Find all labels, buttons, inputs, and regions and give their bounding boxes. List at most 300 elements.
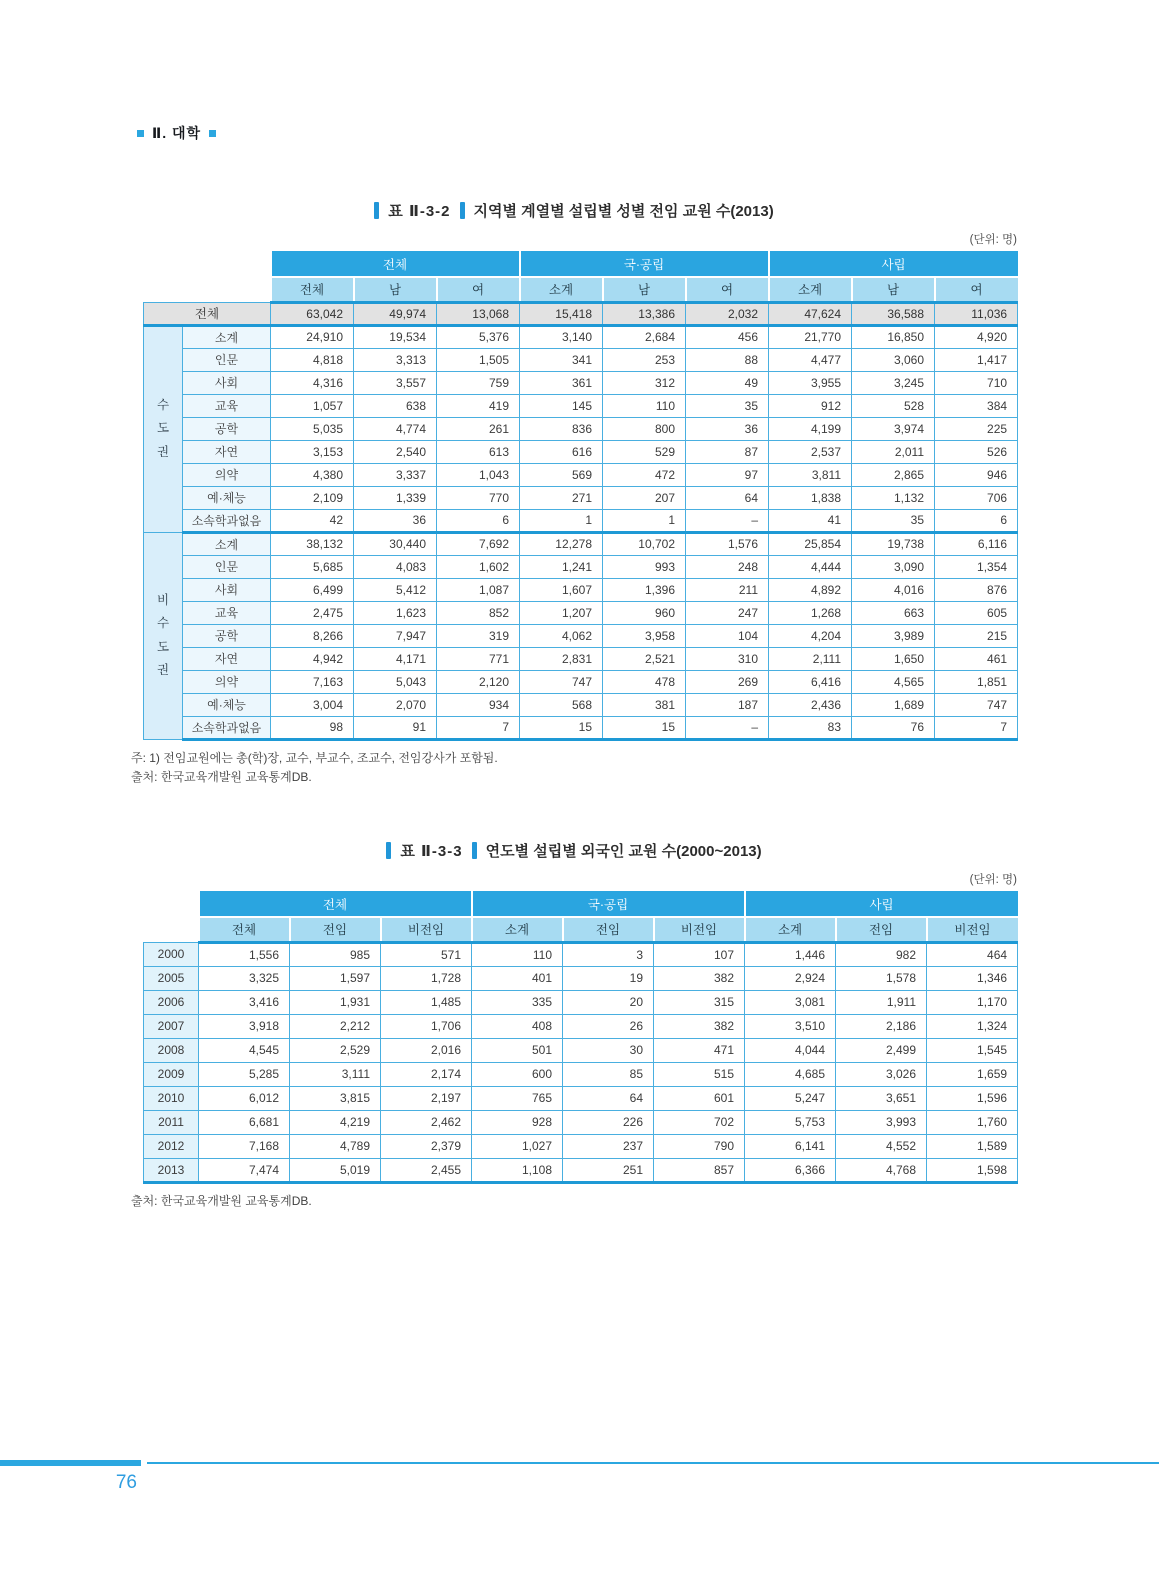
category-label: 자연: [183, 440, 271, 463]
data-value: 528: [852, 394, 935, 417]
table-row: [144, 966, 1018, 990]
table-row: [144, 647, 1018, 670]
data-value: 1,354: [935, 555, 1018, 578]
data-value: 225: [935, 417, 1018, 440]
data-value: 2,521: [603, 647, 686, 670]
region-group-char: 수: [156, 616, 170, 631]
data-value: 7,163: [271, 670, 354, 693]
data-value: 88: [686, 348, 769, 371]
data-value: 226: [563, 1110, 654, 1134]
column-subheader: 소계: [472, 917, 563, 942]
data-value: 702: [654, 1110, 745, 1134]
data-value: 2,016: [381, 1038, 472, 1062]
data-value: 2,455: [381, 1158, 472, 1182]
data-value: 35: [852, 509, 935, 532]
total-row-value: 15,418: [520, 302, 603, 325]
data-value: 3,993: [836, 1110, 927, 1134]
data-value: 251: [563, 1158, 654, 1182]
data-value: 759: [437, 371, 520, 394]
data-value: 3,153: [271, 440, 354, 463]
data-value: 36: [686, 417, 769, 440]
data-value: 8,266: [271, 624, 354, 647]
data-value: 3,989: [852, 624, 935, 647]
data-value: 4,565: [852, 670, 935, 693]
data-value: 4,444: [769, 555, 852, 578]
data-value: 706: [935, 486, 1018, 509]
data-value: 384: [935, 394, 1018, 417]
foreign-faculty-by-year-table: [143, 891, 1018, 1184]
data-value: 5,019: [290, 1158, 381, 1182]
data-value: 26: [563, 1014, 654, 1038]
region-group-label: [144, 532, 183, 739]
data-value: 4,685: [745, 1062, 836, 1086]
data-value: 382: [654, 1014, 745, 1038]
data-value: 1,911: [836, 990, 927, 1014]
column-subheader: 소계: [745, 917, 836, 942]
header-square-icon: [137, 130, 144, 137]
data-value: 6,416: [769, 670, 852, 693]
data-value: 2,831: [520, 647, 603, 670]
category-label: 자연: [183, 647, 271, 670]
data-value: 24,910: [271, 325, 354, 348]
data-value: 110: [472, 942, 563, 966]
data-value: 3,815: [290, 1086, 381, 1110]
data-value: 4,942: [271, 647, 354, 670]
category-label: 공학: [183, 417, 271, 440]
header-spacer: [144, 277, 271, 302]
column-group-header: 사립: [769, 251, 1018, 277]
data-value: 3,651: [836, 1086, 927, 1110]
data-value: 3,325: [199, 966, 290, 990]
data-value: 1,851: [935, 670, 1018, 693]
data-value: 1,108: [472, 1158, 563, 1182]
data-value: 269: [686, 670, 769, 693]
data-value: 2,865: [852, 463, 935, 486]
data-value: 1,760: [927, 1110, 1018, 1134]
data-value: 2,436: [769, 693, 852, 716]
data-value: 1,706: [381, 1014, 472, 1038]
category-label: 소계: [183, 325, 271, 348]
data-value: 600: [472, 1062, 563, 1086]
table-row: [144, 624, 1018, 647]
data-value: 6,681: [199, 1110, 290, 1134]
data-value: 5,685: [271, 555, 354, 578]
table-row: [144, 670, 1018, 693]
title-bar-icon: [472, 842, 477, 859]
data-value: 790: [654, 1134, 745, 1158]
data-value: 4,545: [199, 1038, 290, 1062]
total-row-label: 전체: [144, 302, 271, 325]
header-spacer: [144, 917, 199, 942]
data-value: 312: [603, 371, 686, 394]
data-value: 7,474: [199, 1158, 290, 1182]
column-subheader: 비전임: [381, 917, 472, 942]
table-row: [144, 325, 1018, 348]
data-value: 2,537: [769, 440, 852, 463]
data-value: 461: [935, 647, 1018, 670]
data-value: 2,070: [354, 693, 437, 716]
data-value: 526: [935, 440, 1018, 463]
data-value: 1,597: [290, 966, 381, 990]
data-value: 30,440: [354, 532, 437, 555]
data-value: 1: [520, 509, 603, 532]
category-label: 예·체능: [183, 486, 271, 509]
data-value: 836: [520, 417, 603, 440]
data-value: 2,499: [836, 1038, 927, 1062]
data-value: 1,339: [354, 486, 437, 509]
data-value: 319: [437, 624, 520, 647]
data-value: 2,120: [437, 670, 520, 693]
data-value: 1: [603, 509, 686, 532]
data-value: 747: [935, 693, 1018, 716]
data-value: 569: [520, 463, 603, 486]
column-subheader: 전임: [563, 917, 654, 942]
total-row-value: 13,386: [603, 302, 686, 325]
data-value: 3,026: [836, 1062, 927, 1086]
data-value: 960: [603, 601, 686, 624]
table1-unit-label: (단위: 명): [969, 234, 1017, 246]
data-value: 4,199: [769, 417, 852, 440]
data-value: 857: [654, 1158, 745, 1182]
data-value: 1,607: [520, 578, 603, 601]
data-value: 1,170: [927, 990, 1018, 1014]
data-value: 6,499: [271, 578, 354, 601]
data-value: 3,111: [290, 1062, 381, 1086]
table1-block: [131, 200, 1017, 787]
column-group-header: 사립: [745, 891, 1018, 917]
data-value: 638: [354, 394, 437, 417]
data-value: 1,545: [927, 1038, 1018, 1062]
table-subheader-row: [144, 277, 1018, 302]
region-group-char: 도: [156, 421, 170, 436]
data-value: 42: [271, 509, 354, 532]
data-value: 1,027: [472, 1134, 563, 1158]
data-value: 464: [927, 942, 1018, 966]
table1-title-text: 지역별 계열별 설립별 성별 전임 교원 수(2013): [473, 202, 774, 220]
data-value: 2,529: [290, 1038, 381, 1062]
total-row-value: 49,974: [354, 302, 437, 325]
data-value: 6,116: [935, 532, 1018, 555]
data-value: 7: [437, 716, 520, 739]
data-value: 1,659: [927, 1062, 1018, 1086]
data-value: 7: [935, 716, 1018, 739]
data-value: 4,774: [354, 417, 437, 440]
data-value: 401: [472, 966, 563, 990]
data-value: 98: [271, 716, 354, 739]
data-value: 1,589: [927, 1134, 1018, 1158]
data-value: 1,417: [935, 348, 1018, 371]
column-subheader: 소계: [769, 277, 852, 302]
data-value: 1,268: [769, 601, 852, 624]
data-value: 471: [654, 1038, 745, 1062]
data-value: 1,241: [520, 555, 603, 578]
data-value: 382: [654, 966, 745, 990]
data-value: 1,576: [686, 532, 769, 555]
data-value: 2,924: [745, 966, 836, 990]
table-row: [144, 371, 1018, 394]
data-value: 7,692: [437, 532, 520, 555]
data-value: 211: [686, 578, 769, 601]
data-value: 3,081: [745, 990, 836, 1014]
data-value: 247: [686, 601, 769, 624]
table1-note: 주: 1) 전임교원에는 총(학)장, 교수, 부교수, 조교수, 전임강사가 포함됨.: [131, 750, 498, 765]
faculty-by-region-table: [143, 251, 1018, 741]
data-value: 3,918: [199, 1014, 290, 1038]
data-value: 770: [437, 486, 520, 509]
data-value: 3,090: [852, 555, 935, 578]
data-value: 381: [603, 693, 686, 716]
data-value: 25,854: [769, 532, 852, 555]
data-value: 19: [563, 966, 654, 990]
data-value: 15: [603, 716, 686, 739]
category-label: 교육: [183, 601, 271, 624]
data-value: 1,324: [927, 1014, 1018, 1038]
data-value: 3,557: [354, 371, 437, 394]
data-value: 3,004: [271, 693, 354, 716]
data-value: 605: [935, 601, 1018, 624]
table2-unit-label: (단위: 명): [969, 874, 1017, 886]
data-value: –: [686, 509, 769, 532]
data-value: 4,789: [290, 1134, 381, 1158]
table1-title: [131, 200, 1017, 220]
table-row: [144, 601, 1018, 624]
data-value: 800: [603, 417, 686, 440]
column-group-header: 국·공립: [520, 251, 769, 277]
data-value: 1,598: [927, 1158, 1018, 1182]
year-label: 2012: [144, 1134, 199, 1158]
data-value: 4,818: [271, 348, 354, 371]
data-value: 1,396: [603, 578, 686, 601]
data-value: 2,111: [769, 647, 852, 670]
region-group-char: 비: [156, 593, 170, 608]
category-label: 교육: [183, 394, 271, 417]
data-value: 571: [381, 942, 472, 966]
data-value: 613: [437, 440, 520, 463]
data-value: 1,346: [927, 966, 1018, 990]
data-value: 2,011: [852, 440, 935, 463]
data-value: 1,838: [769, 486, 852, 509]
data-value: 5,376: [437, 325, 520, 348]
category-label: 사회: [183, 578, 271, 601]
table2-title-prefix: 표 Ⅱ-3-3: [400, 842, 463, 860]
table-row: [144, 348, 1018, 371]
year-label: 2005: [144, 966, 199, 990]
table-row: [144, 440, 1018, 463]
data-value: 49: [686, 371, 769, 394]
data-value: 261: [437, 417, 520, 440]
data-value: 4,892: [769, 578, 852, 601]
data-value: 271: [520, 486, 603, 509]
table-row: [144, 532, 1018, 555]
data-value: 15: [520, 716, 603, 739]
category-label: 사회: [183, 371, 271, 394]
section-header-label: Ⅱ. 대학: [152, 125, 202, 141]
data-value: 2,684: [603, 325, 686, 348]
data-value: 4,768: [836, 1158, 927, 1182]
data-value: 91: [354, 716, 437, 739]
table-row: [144, 1062, 1018, 1086]
region-group-char: 도: [156, 639, 170, 654]
data-value: 1,057: [271, 394, 354, 417]
data-value: 64: [563, 1086, 654, 1110]
data-value: 6,141: [745, 1134, 836, 1158]
total-row-value: 63,042: [271, 302, 354, 325]
data-value: 876: [935, 578, 1018, 601]
data-value: 10,702: [603, 532, 686, 555]
column-subheader: 남: [603, 277, 686, 302]
data-value: 4,552: [836, 1134, 927, 1158]
data-value: 248: [686, 555, 769, 578]
table-row: [144, 509, 1018, 532]
total-row-value: 47,624: [769, 302, 852, 325]
total-row-value: 2,032: [686, 302, 769, 325]
data-value: 3,140: [520, 325, 603, 348]
data-value: 6,366: [745, 1158, 836, 1182]
data-value: 1,602: [437, 555, 520, 578]
data-value: 20: [563, 990, 654, 1014]
data-value: 3,416: [199, 990, 290, 1014]
data-value: 6: [935, 509, 1018, 532]
title-bar-icon: [386, 842, 391, 859]
table-row: [144, 693, 1018, 716]
data-value: 36: [354, 509, 437, 532]
data-value: 4,380: [271, 463, 354, 486]
data-value: 38,132: [271, 532, 354, 555]
data-value: 1,556: [199, 942, 290, 966]
data-value: 1,578: [836, 966, 927, 990]
data-value: 1,623: [354, 601, 437, 624]
total-row-value: 13,068: [437, 302, 520, 325]
column-group-header: 전체: [199, 891, 472, 917]
data-value: 76: [852, 716, 935, 739]
data-value: 456: [686, 325, 769, 348]
table-subheader-row: [144, 917, 1018, 942]
data-value: 253: [603, 348, 686, 371]
table-row: [144, 1134, 1018, 1158]
data-value: 1,132: [852, 486, 935, 509]
data-value: 335: [472, 990, 563, 1014]
table2-title: [131, 840, 1017, 860]
data-value: 30: [563, 1038, 654, 1062]
table-row: [144, 1086, 1018, 1110]
table-header-group-row: [144, 891, 1018, 917]
data-value: 85: [563, 1062, 654, 1086]
data-value: 1,087: [437, 578, 520, 601]
data-value: 747: [520, 670, 603, 693]
data-value: 3: [563, 942, 654, 966]
table2-source: 출처: 한국교육개발원 교육통계DB.: [131, 1193, 312, 1208]
data-value: 1,485: [381, 990, 472, 1014]
data-value: 4,219: [290, 1110, 381, 1134]
data-value: 2,379: [381, 1134, 472, 1158]
table-row: [144, 578, 1018, 601]
data-value: 2,197: [381, 1086, 472, 1110]
data-value: 3,337: [354, 463, 437, 486]
data-value: 408: [472, 1014, 563, 1038]
column-subheader: 남: [354, 277, 437, 302]
year-label: 2008: [144, 1038, 199, 1062]
year-label: 2007: [144, 1014, 199, 1038]
data-value: 946: [935, 463, 1018, 486]
table-row: [144, 394, 1018, 417]
column-group-header: 전체: [271, 251, 520, 277]
data-value: 2,174: [381, 1062, 472, 1086]
category-label: 의약: [183, 670, 271, 693]
footer-rule-thick: [0, 1460, 141, 1466]
table2-title-text: 연도별 설립별 외국인 교원 수(2000~2013): [485, 842, 762, 860]
category-label: 소속학과없음: [183, 509, 271, 532]
data-value: 4,477: [769, 348, 852, 371]
column-subheader: 전체: [199, 917, 290, 942]
table-row: [144, 1014, 1018, 1038]
year-label: 2011: [144, 1110, 199, 1134]
data-value: 4,044: [745, 1038, 836, 1062]
data-value: 107: [654, 942, 745, 966]
data-value: 663: [852, 601, 935, 624]
header-square-icon: [209, 130, 216, 137]
data-value: 852: [437, 601, 520, 624]
data-value: 315: [654, 990, 745, 1014]
data-value: 7,947: [354, 624, 437, 647]
data-value: 110: [603, 394, 686, 417]
data-value: 207: [603, 486, 686, 509]
table-row: [144, 463, 1018, 486]
header-spacer: [144, 891, 199, 917]
data-value: 104: [686, 624, 769, 647]
data-value: 87: [686, 440, 769, 463]
data-value: 6: [437, 509, 520, 532]
data-value: 928: [472, 1110, 563, 1134]
data-value: 3,974: [852, 417, 935, 440]
data-value: 237: [563, 1134, 654, 1158]
data-value: 3,958: [603, 624, 686, 647]
data-value: 501: [472, 1038, 563, 1062]
year-label: 2010: [144, 1086, 199, 1110]
region-group-char: 권: [156, 444, 170, 459]
data-value: 4,083: [354, 555, 437, 578]
data-value: 4,204: [769, 624, 852, 647]
data-value: 3,811: [769, 463, 852, 486]
data-value: 2,109: [271, 486, 354, 509]
year-label: 2006: [144, 990, 199, 1014]
data-value: 5,247: [745, 1086, 836, 1110]
data-value: 1,931: [290, 990, 381, 1014]
data-value: 3,510: [745, 1014, 836, 1038]
data-value: 529: [603, 440, 686, 463]
data-value: 12,278: [520, 532, 603, 555]
data-value: 601: [654, 1086, 745, 1110]
data-value: 419: [437, 394, 520, 417]
data-value: 19,738: [852, 532, 935, 555]
total-row: [144, 302, 1018, 325]
region-group-char: 권: [156, 662, 170, 677]
data-value: 4,920: [935, 325, 1018, 348]
table2-block: [131, 840, 1017, 1211]
data-value: 1,728: [381, 966, 472, 990]
region-group-label: [144, 325, 183, 532]
category-label: 예·체능: [183, 693, 271, 716]
data-value: 934: [437, 693, 520, 716]
table-header-group-row: [144, 251, 1018, 277]
data-value: –: [686, 716, 769, 739]
data-value: 5,412: [354, 578, 437, 601]
data-value: 2,462: [381, 1110, 472, 1134]
data-value: 710: [935, 371, 1018, 394]
category-label: 인문: [183, 348, 271, 371]
year-label: 2013: [144, 1158, 199, 1182]
data-value: 41: [769, 509, 852, 532]
data-value: 310: [686, 647, 769, 670]
